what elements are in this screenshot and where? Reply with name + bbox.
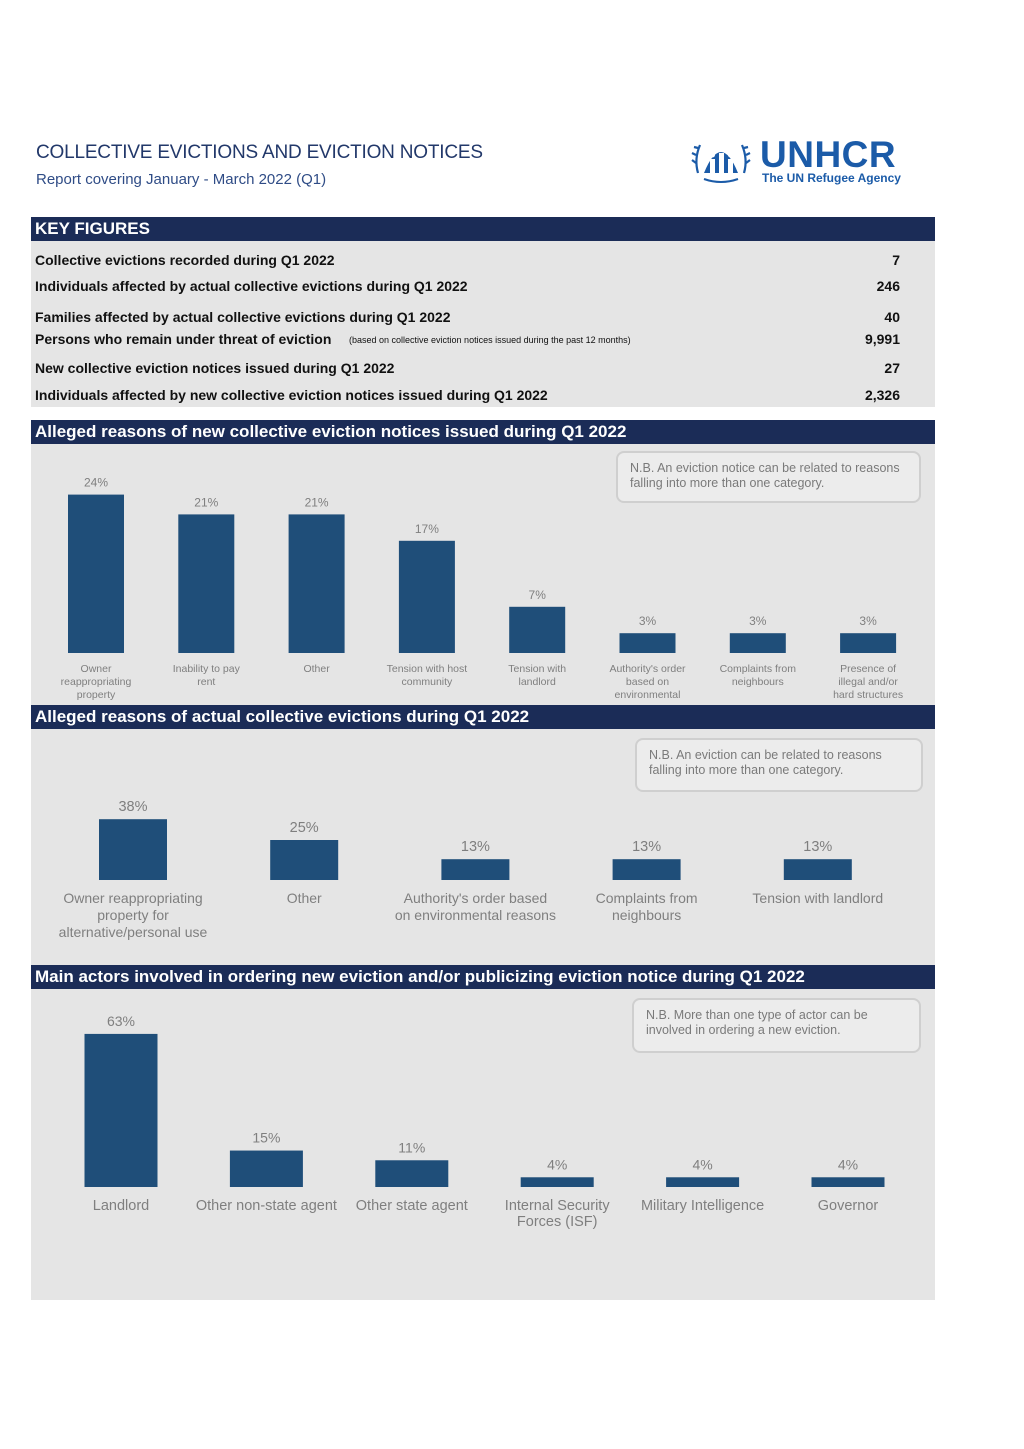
bar: [99, 819, 167, 880]
category-label: illegal and/or: [838, 676, 898, 688]
category-label: Tension with host: [386, 663, 468, 675]
data-label: 13%: [632, 839, 662, 856]
data-label: 13%: [803, 839, 833, 856]
bar: [399, 541, 455, 653]
data-label: 25%: [289, 820, 319, 836]
bar: [730, 633, 786, 653]
page-title: COLLECTIVE EVICTIONS AND EVICTION NOTICES: [36, 142, 483, 163]
data-label: 4%: [547, 1156, 568, 1173]
page-subtitle: Report covering January - March 2022 (Q1): [36, 171, 327, 188]
category-label: landlord: [518, 676, 556, 688]
data-label: 13%: [460, 839, 490, 856]
data-label: 63%: [106, 1012, 136, 1029]
key-figures-heading: KEY FIGURES: [31, 217, 935, 241]
category-label: Complaints from: [595, 890, 698, 906]
category-label: Tension with: [508, 663, 567, 675]
data-label: 7%: [528, 587, 546, 602]
category-label: property for: [97, 907, 169, 923]
category-label: neighbours: [611, 907, 682, 923]
bar: [85, 1034, 158, 1187]
data-label: 3%: [638, 614, 657, 629]
data-label: 17%: [414, 521, 439, 536]
bar: [230, 1151, 303, 1187]
category-label: reappropriating: [60, 676, 132, 688]
logo-wordmark: UNHCR: [760, 134, 897, 175]
category-label: Military Intelligence: [640, 1198, 765, 1214]
key-figure-value: 246: [876, 278, 900, 294]
bar: [509, 607, 565, 653]
notices-note: N.B. An eviction notice can be related to reasons falling into more than one category.: [616, 451, 921, 503]
data-label: 38%: [118, 799, 148, 816]
category-label: alternative/personal use: [58, 924, 208, 940]
category-label: property: [76, 689, 116, 701]
category-label: Tension with landlord: [752, 890, 884, 906]
category-label: Authority's order based: [403, 890, 548, 906]
data-label: 3%: [749, 614, 767, 629]
key-figure-label: New collective eviction notices issued during Q1 2022: [35, 360, 395, 376]
data-label: 3%: [859, 614, 877, 629]
category-label: Other: [303, 663, 330, 675]
unhcr-emblem-icon: [690, 133, 752, 187]
category-label: Authority's order: [609, 663, 686, 675]
bar: [840, 633, 896, 653]
bar: [521, 1177, 594, 1187]
data-label: 21%: [194, 495, 219, 510]
category-label: Internal Security: [504, 1198, 610, 1214]
evictions-heading: Alleged reasons of actual collective evictions during Q1 2022: [31, 705, 935, 729]
data-label: 11%: [398, 1139, 426, 1156]
data-label: 21%: [304, 495, 329, 510]
data-label: 24%: [83, 475, 109, 490]
category-label: community: [401, 676, 453, 688]
data-label: 4%: [692, 1156, 713, 1173]
key-figure-value: 7: [892, 252, 900, 268]
key-figure-value: 9,991: [864, 331, 900, 347]
bar: [812, 1177, 885, 1187]
actors-heading: Main actors involved in ordering new eviction and/or publicizing eviction notice during Q1 2022: [31, 965, 935, 989]
evictions-note: N.B. An eviction can be related to reasons falling into more than one category.: [635, 738, 923, 792]
key-figure-label: Individuals affected by new collective eviction notices issued during Q1 2022: [35, 387, 548, 403]
bar: [375, 1160, 448, 1187]
bar: [178, 514, 234, 653]
data-label: 15%: [252, 1129, 281, 1146]
actors-note: N.B. More than one type of actor can be involved in ordering a new eviction.: [632, 998, 921, 1053]
bar: [620, 633, 676, 653]
category-label: Owner reappropriating: [63, 890, 203, 906]
actors-bar-chart: [0, 989, 1024, 1300]
category-label: based on: [625, 676, 670, 688]
category-label: rent: [197, 676, 216, 688]
bar: [270, 840, 338, 880]
category-label: Landlord: [92, 1198, 150, 1214]
bar: [68, 495, 124, 653]
key-figure-label: Individuals affected by actual collective evictions during Q1 2022: [35, 278, 468, 294]
bar: [666, 1177, 739, 1187]
key-figure-label: Families affected by actual collective evictions during Q1 2022: [35, 309, 451, 325]
key-figure-value: 27: [884, 360, 900, 376]
bar: [613, 859, 681, 880]
data-label: 4%: [837, 1156, 859, 1173]
category-label: Complaints from: [719, 663, 797, 675]
unhcr-logo: [690, 133, 930, 191]
notices-bar-chart: [0, 444, 1024, 724]
logo-tagline: The UN Refugee Agency: [762, 171, 901, 185]
key-figure-label: Collective evictions recorded during Q1 2022: [35, 252, 335, 268]
bar: [784, 859, 852, 880]
category-label: Owner: [80, 663, 112, 675]
notices-heading: Alleged reasons of new collective eviction notices issued during Q1 2022: [31, 420, 935, 444]
category-label: on environmental reasons: [394, 907, 556, 923]
category-label: Other: [286, 890, 322, 906]
key-figure-label: Persons who remain under threat of eviction: [35, 331, 332, 347]
category-label: Other state agent: [355, 1198, 468, 1214]
bar: [441, 859, 509, 880]
key-figure-value: 40: [884, 309, 900, 325]
category-label: Presence of: [840, 663, 897, 675]
key-figure-note: (based on collective eviction notices issued during the past 12 months): [349, 335, 631, 345]
category-label: neighbours: [731, 676, 784, 688]
category-label: environmental: [614, 689, 681, 701]
evictions-bar-chart: [0, 729, 1024, 965]
category-label: Forces (ISF): [516, 1214, 598, 1230]
bar: [289, 514, 345, 653]
category-label: Other non-state agent: [195, 1198, 337, 1214]
key-figure-value: 2,326: [864, 387, 900, 403]
category-label: Governor: [817, 1198, 879, 1214]
category-label: hard structures: [833, 689, 904, 701]
category-label: Inability to pay: [172, 663, 240, 675]
